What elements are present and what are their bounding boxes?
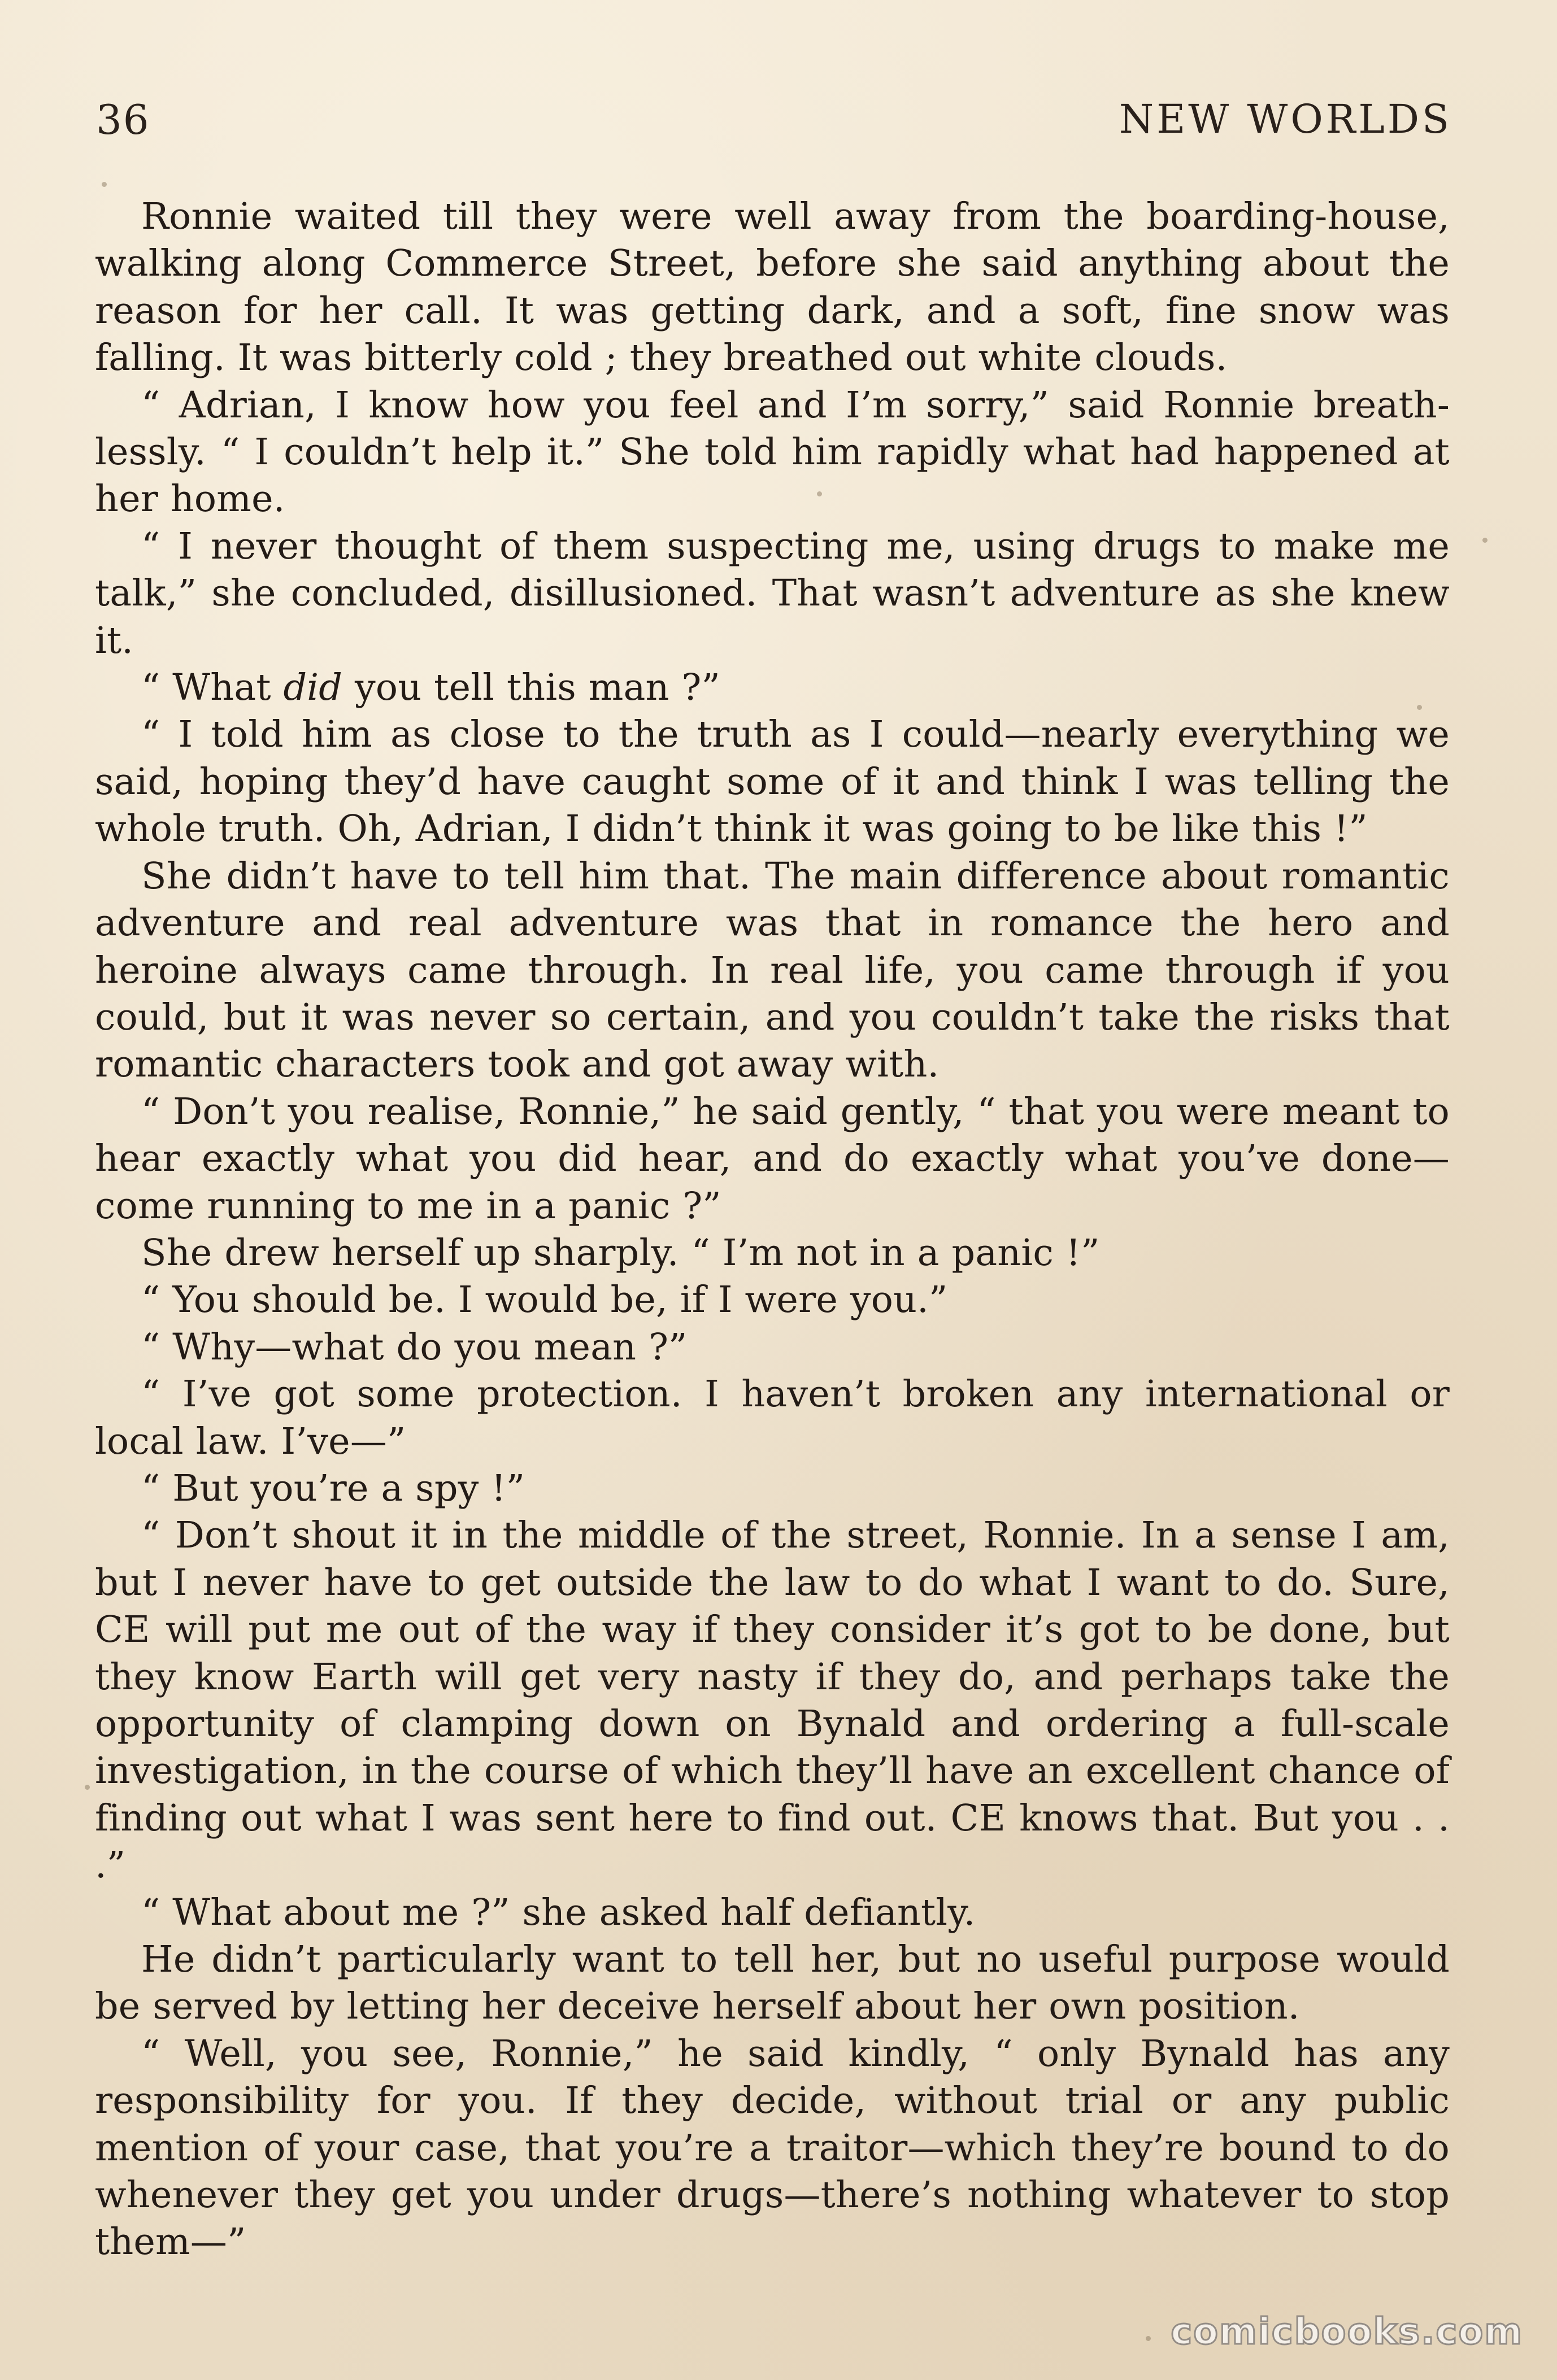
paragraph: “ Well, you see, Ronnie,” he said kindly, “ only Bynald has any responsibility for you. If they decide, without trial or any public mention of your case, that you’re a traitor—which they’re bound to do whenever they get you under drugs—there’s nothing whatever to stop them—” (95, 2032, 1450, 2264)
paragraph: “ I’ve got some protection. I haven’t broken any international or local law. I’ve—” (95, 1373, 1450, 1463)
paper-speck (102, 182, 107, 187)
paragraph: “ I told him as close to the truth as I could—nearly everything we said, hoping they’d have caught some of it and think I was telling the whole truth. Oh, Adrian, I didn’t think it was going to be like this !” (95, 713, 1450, 851)
paper-speck (1146, 2336, 1151, 2341)
text-run: you tell this man ?” (342, 666, 720, 709)
paper-speck (85, 1785, 90, 1790)
emphasized-word: did (283, 666, 343, 709)
paragraph: He didn’t particularly want to tell her, but no useful purpose would be served by letting her deceive herself about her own position. (95, 1938, 1450, 2028)
watermark: comicbooks.com (1171, 2311, 1523, 2353)
paragraph: “ I never thought of them suspecting me, using drugs to make me talk,” she concluded, disillusioned. That wasn’t adventure as she knew it. (95, 525, 1450, 662)
paragraph: “ You should be. I would be, if I were you.” (141, 1279, 948, 1322)
story-text (95, 193, 1450, 2266)
paragraph: She didn’t have to tell him that. The main difference about romantic adventure and real adventure was that in romance the hero and heroine always came through. In real life, you came through if you could, but it was never so certain, and you couldn’t take the risks that romantic characters took and got away with. (95, 855, 1450, 1086)
paragraph (95, 664, 1450, 711)
paragraph: She drew herself up sharply. “ I’m not in a panic !” (141, 1231, 1100, 1274)
page-number: 36 (96, 96, 150, 143)
running-head: NEW WORLDS (1119, 96, 1452, 142)
paragraph: Ronnie waited till they were well away from the boarding-house, walking along Commerce Street, before she said anything about the reason for her call. It was getting dark, and a soft, fine snow was falling. It was bitterly cold ; they breathed out white clouds. (95, 195, 1450, 380)
paragraph: “ Don’t shout it in the middle of the street, Ronnie. In a sense I am, but I never have to get outside the law to do what I want to do. Sure, CE will put me out of the way if they consider it’s got to be done, but they know Earth will get very nasty if they do, and perhaps take the opportunity of clamping down on Bynald and ordering a full-scale investigation, in the course of which they’ll have an excellent chance of finding out what I was sent here to find out. CE knows that. But you . . .” (95, 1514, 1450, 1887)
paper-speck (1482, 538, 1488, 543)
page-header (96, 96, 1452, 164)
paragraph: “ Why—what do you mean ?” (141, 1326, 688, 1368)
paragraph: “ Don’t you realise, Ronnie,” he said gently, “ that you were meant to hear exactly what you did hear, and do exactly what you’ve done—come running to me in a panic ?” (95, 1090, 1450, 1227)
paper-speck (817, 491, 822, 496)
paragraph: “ What about me ?” she asked half defiantly. (141, 1891, 976, 1934)
text-run: “ What (141, 666, 284, 709)
paper-speck (1417, 705, 1422, 710)
paragraph: “ But you’re a spy !” (141, 1467, 525, 1510)
paragraph: “ Adrian, I know how you feel and I’m sorry,” said Ronnie breath-lessly. “ I couldn’t help it.” She told him rapidly what had happened at her home. (95, 383, 1450, 521)
